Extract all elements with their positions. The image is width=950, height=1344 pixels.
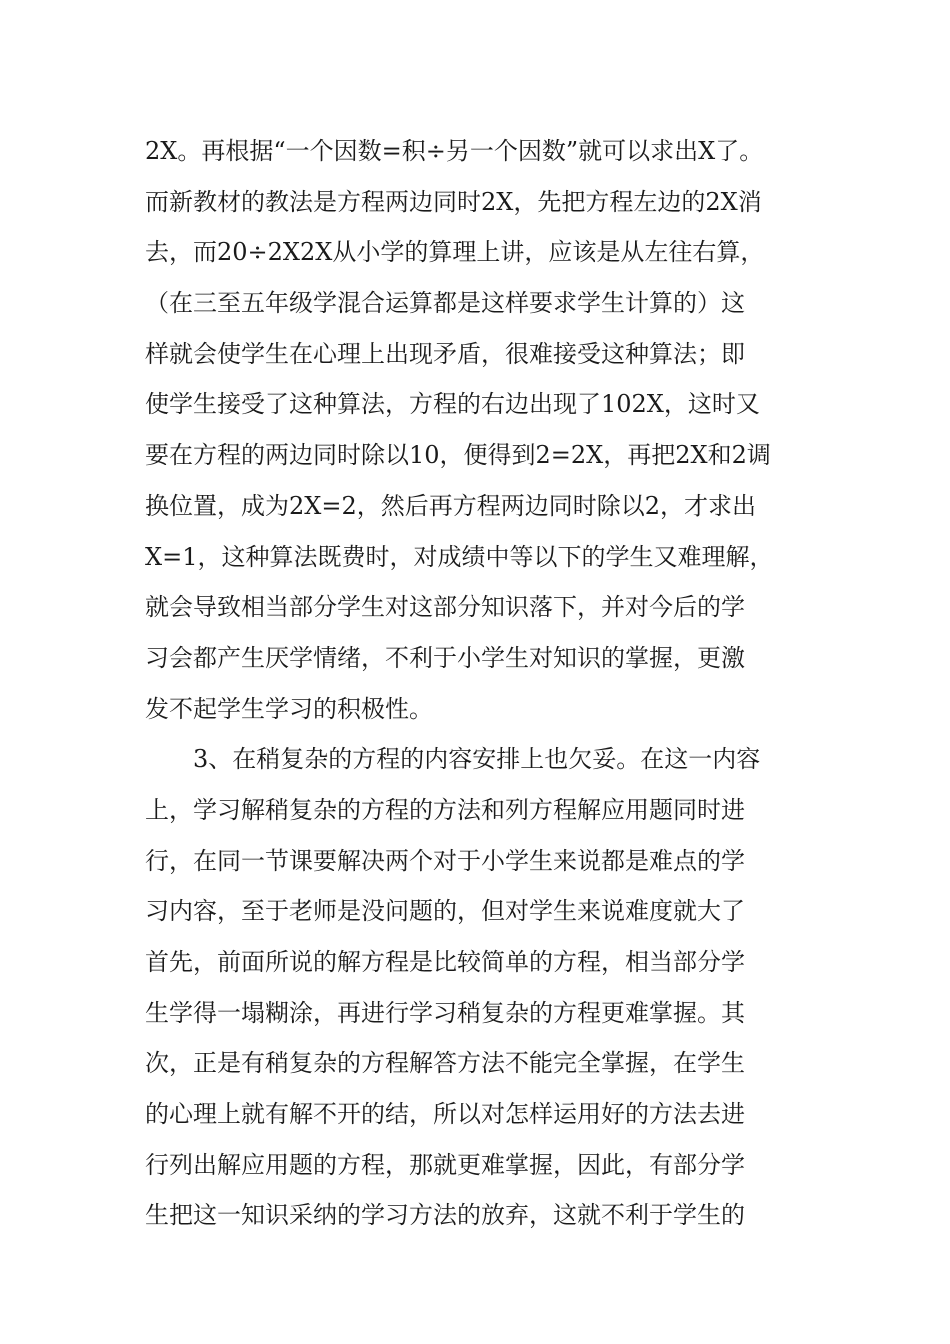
text-line: 样就会使学生在心理上出现矛盾，很难接受这种算法；即 xyxy=(145,339,745,368)
text-line: 而新教材的教法是方程两边同时2X，先把方程左边的2X消 xyxy=(145,187,762,216)
text-line: 行，在同一节课要解决两个对于小学生来说都是难点的学 xyxy=(145,846,745,875)
text-line: 要在方程的两边同时除以10，便得到2=2X，再把2X和2调 xyxy=(145,441,771,470)
text-line: 习会都产生厌学情绪，不利于小学生对知识的掌握，更激 xyxy=(145,643,745,672)
text-line: 使学生接受了这种算法，方程的右边出现了102X，这时又 xyxy=(145,390,760,419)
text-line: 生学得一塌糊涂，再进行学习稍复杂的方程更难掌握。其 xyxy=(145,998,745,1027)
paragraph-start-line: 3、在稍复杂的方程的内容安排上也欠妥。在这一内容 xyxy=(193,745,761,774)
text-line: 发不起学生学习的积极性。 xyxy=(145,694,433,723)
text-line: 习内容，至于老师是没问题的，但对学生来说难度就大了 xyxy=(145,897,745,926)
document-body xyxy=(145,126,810,1241)
text-line: 2X。再根据“一个因数=积÷另一个因数”就可以求出X了。 xyxy=(145,137,764,165)
text-line: 次，正是有稍复杂的方程解答方法不能完全掌握，在学生 xyxy=(145,1049,745,1078)
text-line: 行列出解应用题的方程，那就更难掌握，因此，有部分学 xyxy=(145,1150,745,1179)
text-line: X=1，这种算法既费时，对成绩中等以下的学生又难理解， xyxy=(145,542,774,571)
text-line: 生把这一知识采纳的学习方法的放弃，这就不利于学生的 xyxy=(145,1201,745,1230)
text-line: 换位置，成为2X=2，然后再方程两边同时除以2，才求出 xyxy=(145,491,757,520)
text-line: 首先，前面所说的解方程是比较简单的方程，相当部分学 xyxy=(145,948,745,976)
text-line: 的心理上就有解不开的结，所以对怎样运用好的方法去进 xyxy=(145,1100,745,1129)
text-line: 上，学习解稍复杂的方程的方法和列方程解应用题同时进 xyxy=(145,795,745,824)
text-line: （在三至五年级学混合运算都是这样要求学生计算的）这 xyxy=(145,289,745,318)
text-line: 去，而20÷2X2X从小学的算理上讲，应该是从左往右算， xyxy=(145,238,765,267)
text-line: 就会导致相当部分学生对这部分知识落下，并对今后的学 xyxy=(145,593,745,622)
